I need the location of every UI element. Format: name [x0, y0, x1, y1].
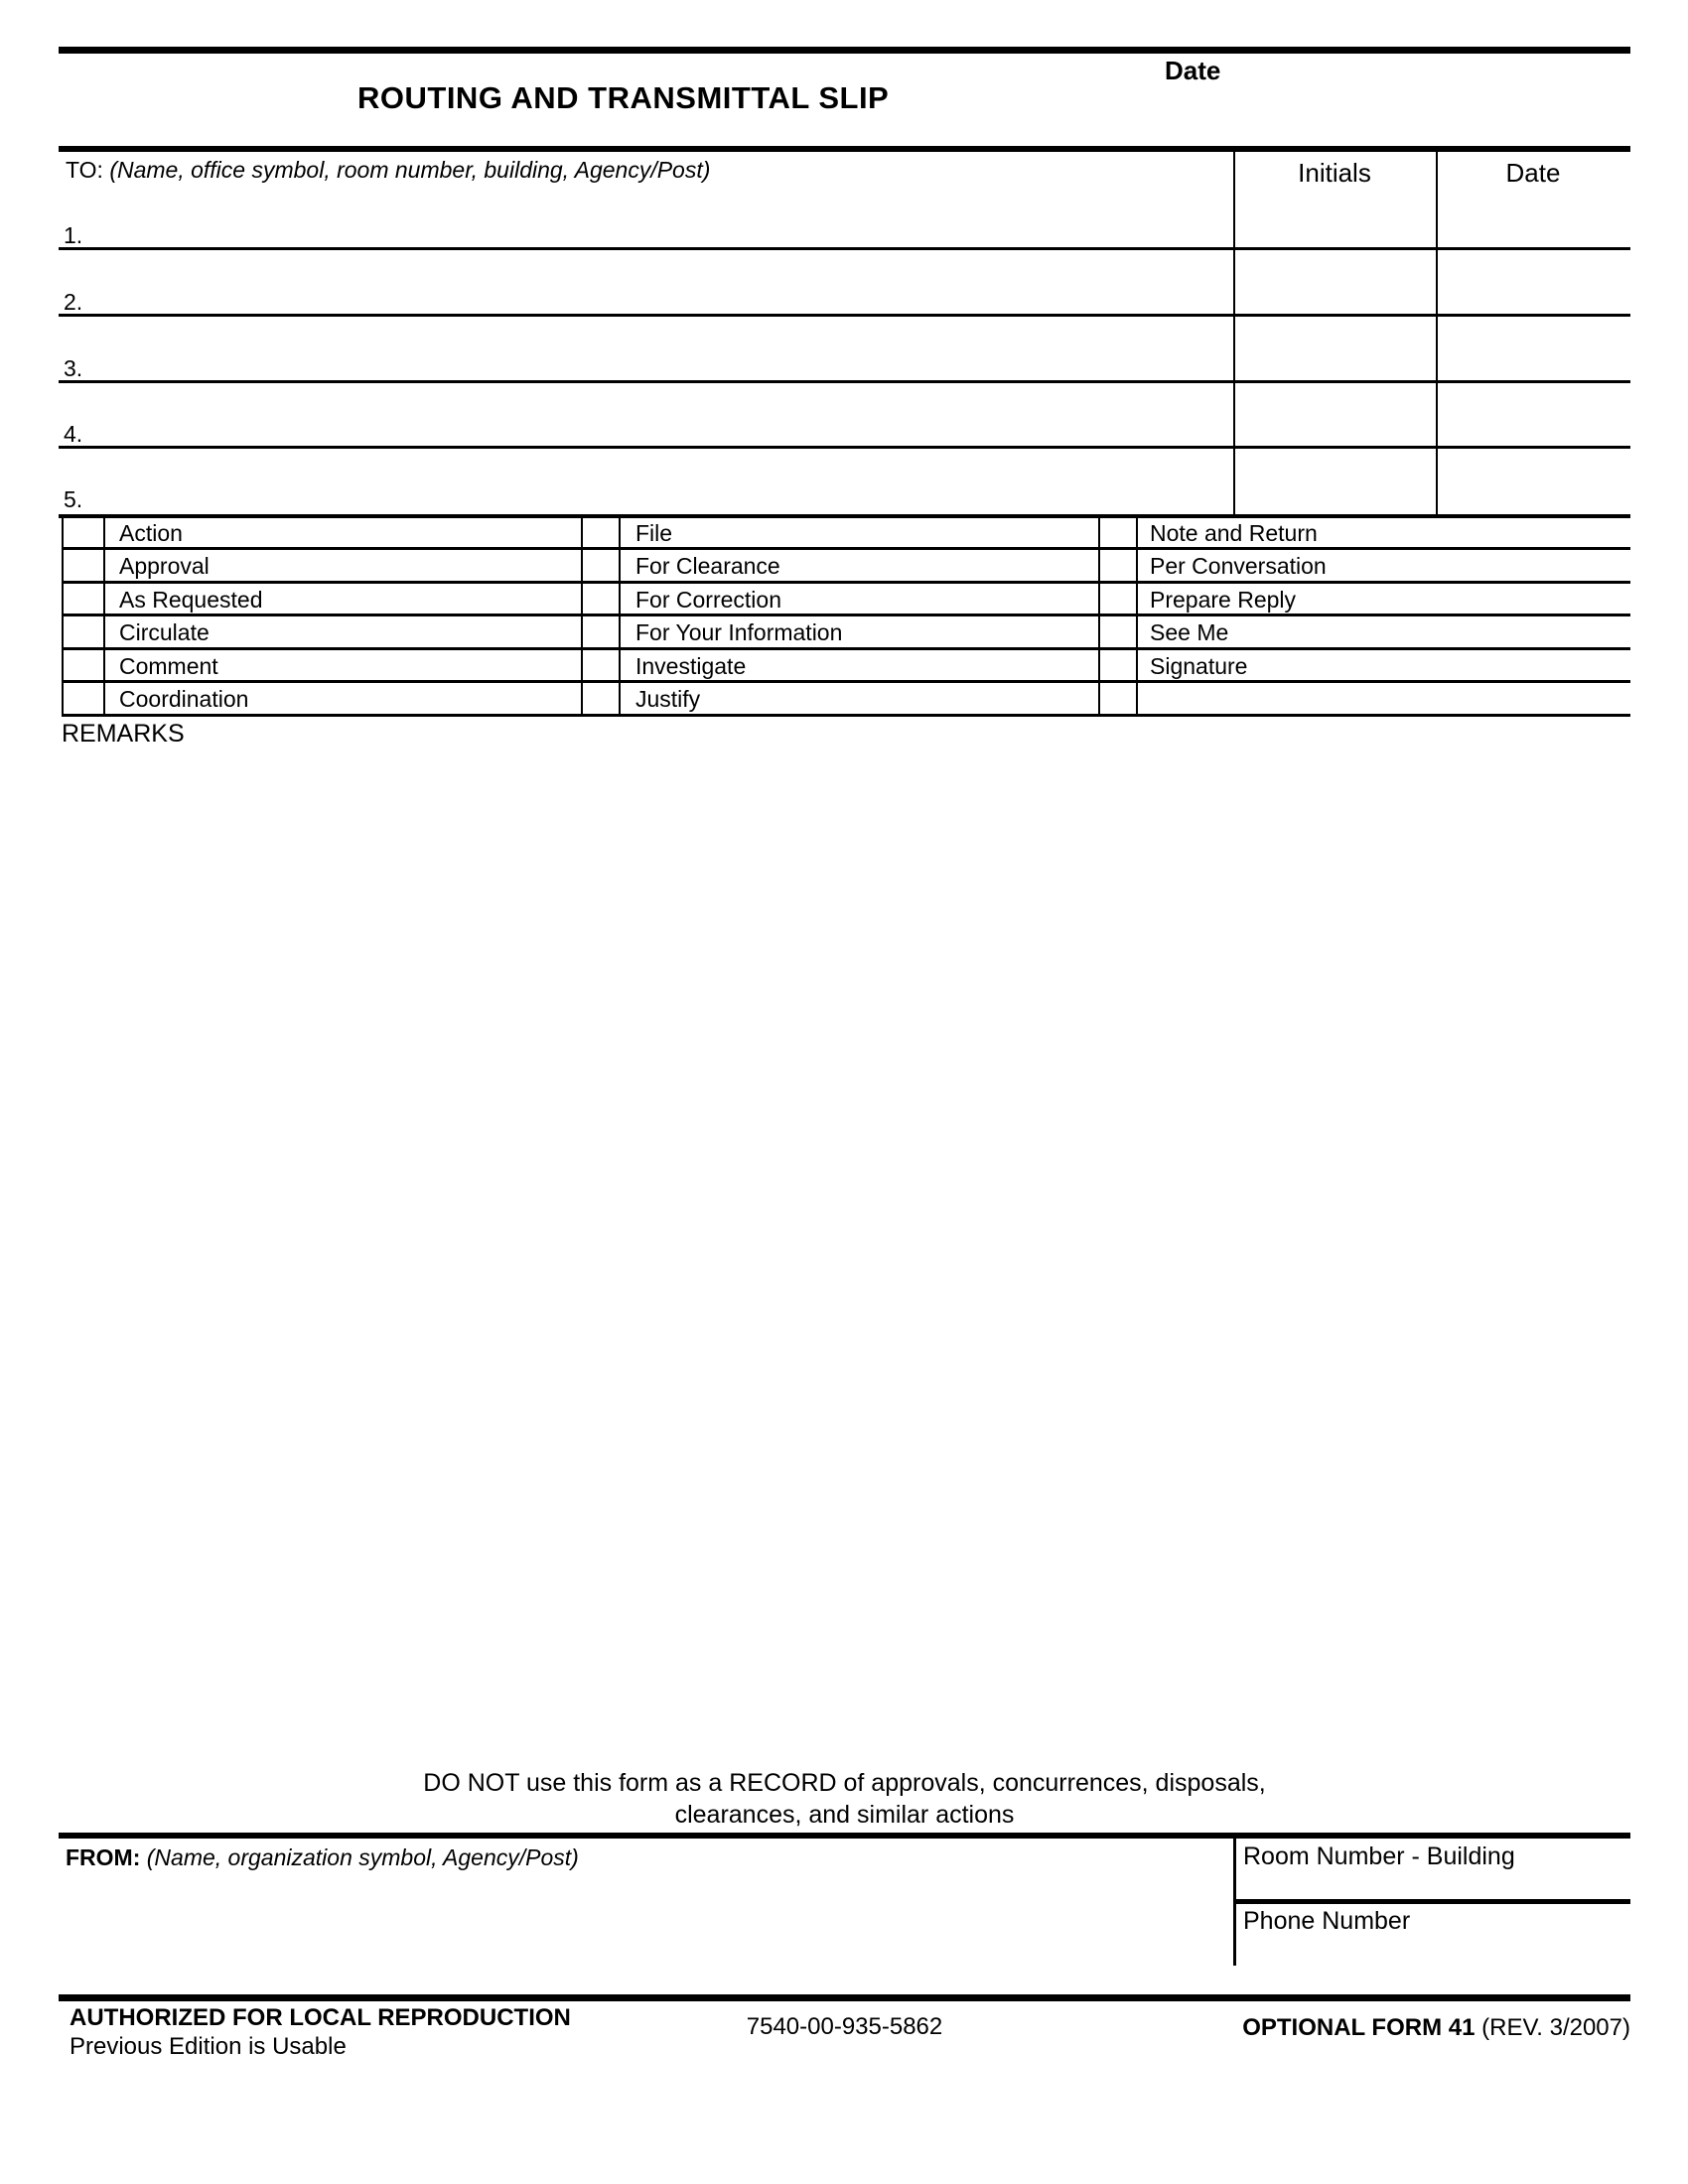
checkbox-note-and-return[interactable]: [1100, 517, 1136, 547]
from-label: FROM:: [66, 1844, 141, 1870]
checkbox-for-your-information[interactable]: [583, 616, 619, 647]
action-label: For Your Information: [635, 619, 843, 645]
authorized-reproduction-text: AUTHORIZED FOR LOCAL REPRODUCTION: [70, 2004, 571, 2031]
form-revision: (REV. 3/2007): [1481, 2014, 1630, 2041]
action-label: Investigate: [635, 653, 747, 679]
remarks-area[interactable]: [59, 754, 1630, 1762]
header-date-label: Date: [1165, 56, 1221, 85]
from-header: [66, 1844, 579, 1870]
checkbox-coordination[interactable]: [64, 683, 103, 714]
action-row-rule-1: [62, 547, 1630, 550]
action-label: For Clearance: [635, 553, 780, 579]
action-label: Action: [119, 520, 183, 546]
room-number-entry[interactable]: [1241, 1868, 1628, 1898]
date-column-header: Date: [1505, 158, 1561, 188]
page-title: ROUTING AND TRANSMITTAL SLIP: [357, 80, 890, 115]
footer-rule: [59, 1994, 1630, 2001]
action-label: Coordination: [119, 686, 249, 712]
action-label: Approval: [119, 553, 210, 579]
form-name: OPTIONAL FORM 41: [1242, 2014, 1476, 2041]
action-label: Note and Return: [1150, 520, 1318, 546]
from-entry-area[interactable]: [66, 1876, 1227, 1966]
date-cell-5[interactable]: [1438, 449, 1628, 513]
checkbox-investigate[interactable]: [583, 650, 619, 680]
form-identifier: [1035, 2014, 1630, 2042]
checkbox-justify[interactable]: [583, 683, 619, 714]
initials-cell-2[interactable]: [1235, 250, 1434, 313]
checkbox-col2-right-border: [619, 514, 621, 717]
initials-cell-5[interactable]: [1235, 449, 1434, 513]
checkbox-for-correction[interactable]: [583, 584, 619, 614]
to-row-number-2: 2.: [64, 289, 83, 315]
to-row-number-4: 4.: [64, 421, 83, 447]
action-label: For Correction: [635, 587, 781, 613]
initials-cell-1[interactable]: [1235, 194, 1434, 246]
action-label: Per Conversation: [1150, 553, 1327, 579]
header-rule: [59, 146, 1630, 152]
action-row-rule-5: [62, 680, 1630, 683]
to-entry-line-3[interactable]: [109, 317, 1231, 379]
checkbox-action[interactable]: [64, 517, 103, 547]
from-hint: (Name, organization symbol, Agency/Post): [146, 1844, 579, 1870]
action-row-rule-3: [62, 614, 1630, 616]
room-number-label: Room Number - Building: [1243, 1843, 1515, 1870]
to-row-number-1: 1.: [64, 222, 83, 248]
date-cell-1[interactable]: [1438, 194, 1628, 246]
nsn-number: 7540-00-935-5862: [746, 2013, 943, 2040]
action-label: Circulate: [119, 619, 210, 645]
action-label: Signature: [1150, 653, 1248, 679]
date-cell-3[interactable]: [1438, 317, 1628, 379]
notice-line-1: DO NOT use this form as a RECORD of approvals, concurrences, disposals,: [423, 1769, 1266, 1797]
to-row-number-3: 3.: [64, 355, 83, 381]
checkbox-see-me[interactable]: [1100, 616, 1136, 647]
initials-cell-4[interactable]: [1235, 383, 1434, 445]
to-label: TO:: [66, 157, 103, 183]
checkbox-approval[interactable]: [64, 550, 103, 581]
action-row-rule-2: [62, 581, 1630, 584]
top-rule: [59, 47, 1630, 54]
checkbox-per-conversation[interactable]: [1100, 550, 1136, 581]
phone-number-label: Phone Number: [1243, 1907, 1411, 1935]
action-table-bottom-rule: [62, 714, 1630, 717]
checkbox-signature[interactable]: [1100, 650, 1136, 680]
date-cell-2[interactable]: [1438, 250, 1628, 313]
action-label: See Me: [1150, 619, 1229, 645]
to-entry-line-5[interactable]: [109, 449, 1231, 513]
to-hint: (Name, office symbol, room number, building, Agency/Post): [109, 157, 711, 183]
from-section-rule: [59, 1833, 1630, 1839]
action-label: File: [635, 520, 673, 546]
to-entry-line-1[interactable]: [109, 179, 1231, 246]
initials-column-header: Initials: [1298, 158, 1371, 188]
checkbox-col3-right-border: [1136, 514, 1138, 717]
phone-number-entry[interactable]: [1241, 1934, 1628, 1966]
action-label: As Requested: [119, 587, 263, 613]
action-label: Justify: [635, 686, 701, 712]
to-entry-line-2[interactable]: [109, 250, 1231, 313]
checkbox-prepare-reply[interactable]: [1100, 584, 1136, 614]
action-label: Prepare Reply: [1150, 587, 1297, 613]
checkbox-col1-right-border: [103, 514, 105, 717]
action-table-top-rule: [59, 514, 1630, 518]
action-row-rule-4: [62, 647, 1630, 650]
action-label: Comment: [119, 653, 218, 679]
notice-line-2: clearances, and similar actions: [674, 1801, 1015, 1829]
checkbox-comment[interactable]: [64, 650, 103, 680]
date-cell-4[interactable]: [1438, 383, 1628, 445]
checkbox-blank[interactable]: [1100, 683, 1136, 714]
room-phone-divider: [1233, 1899, 1630, 1904]
checkbox-as-requested[interactable]: [64, 584, 103, 614]
previous-edition-text: Previous Edition is Usable: [70, 2033, 347, 2060]
checkbox-for-clearance[interactable]: [583, 550, 619, 581]
remarks-label: REMARKS: [62, 720, 185, 748]
checkbox-file[interactable]: [583, 517, 619, 547]
to-entry-line-4[interactable]: [109, 383, 1231, 445]
to-row-number-5: 5.: [64, 486, 83, 512]
initials-cell-3[interactable]: [1235, 317, 1434, 379]
checkbox-circulate[interactable]: [64, 616, 103, 647]
